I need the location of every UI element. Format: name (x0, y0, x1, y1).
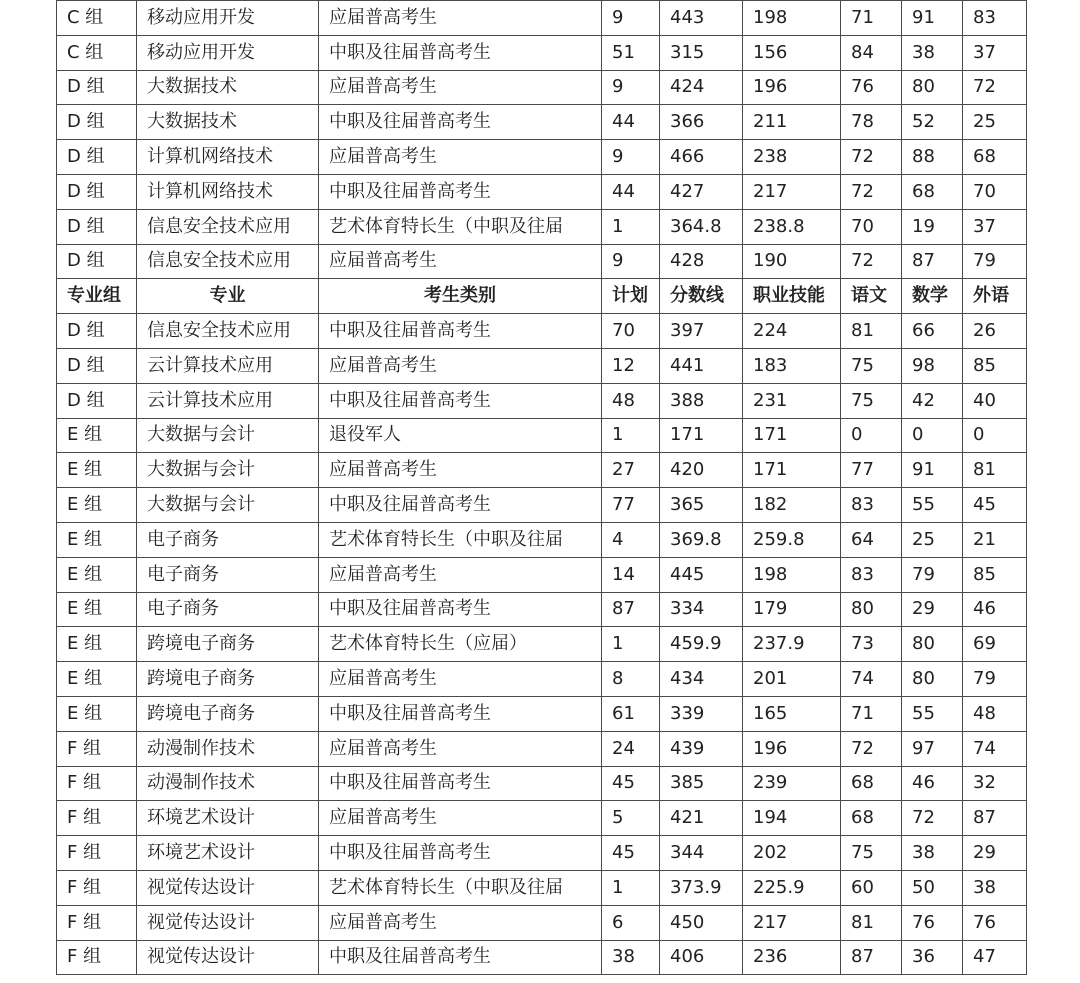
table-row (57, 105, 1027, 140)
cell-plan: 87 (602, 592, 660, 627)
cell-foreign: 37 (963, 209, 1027, 244)
score-table-sheet (56, 0, 1026, 975)
cell-group: D 组 (57, 383, 137, 418)
table-row (57, 662, 1027, 697)
cell-major: 视觉传达设计 (137, 940, 319, 975)
cell-plan: 5 (602, 801, 660, 836)
cell-foreign: 25 (963, 105, 1027, 140)
cell-math: 42 (902, 383, 963, 418)
cell-plan: 1 (602, 418, 660, 453)
table-row (57, 174, 1027, 209)
cell-math: 55 (902, 696, 963, 731)
cell-group: F 组 (57, 905, 137, 940)
table-row (57, 905, 1027, 940)
cell-category: 中职及往届普高考生 (319, 696, 602, 731)
cell-foreign: 81 (963, 453, 1027, 488)
cell-category: 中职及往届普高考生 (319, 488, 602, 523)
cell-category: 应届普高考生 (319, 801, 602, 836)
cell-math: 52 (902, 105, 963, 140)
cell-foreign: 0 (963, 418, 1027, 453)
cell-cutoff: 365 (660, 488, 743, 523)
cell-major: 计算机网络技术 (137, 140, 319, 175)
cell-category: 应届普高考生 (319, 348, 602, 383)
cell-math: 55 (902, 488, 963, 523)
cell-group: C 组 (57, 35, 137, 70)
cell-chinese: 68 (841, 801, 902, 836)
cell-vocational: 183 (743, 348, 841, 383)
cell-foreign: 68 (963, 140, 1027, 175)
cell-category: 应届普高考生 (319, 70, 602, 105)
cell-vocational: 224 (743, 314, 841, 349)
cell-group: D 组 (57, 174, 137, 209)
cell-group: E 组 (57, 662, 137, 697)
cell-category: 应届普高考生 (319, 453, 602, 488)
header-category: 考生类别 (319, 279, 602, 314)
cell-math: 38 (902, 836, 963, 871)
cell-plan: 44 (602, 174, 660, 209)
header-major: 专业 (137, 279, 319, 314)
table-row (57, 348, 1027, 383)
cell-math: 72 (902, 801, 963, 836)
cell-chinese: 84 (841, 35, 902, 70)
table-row (57, 696, 1027, 731)
cell-plan: 24 (602, 731, 660, 766)
cell-cutoff: 445 (660, 557, 743, 592)
cell-group: E 组 (57, 488, 137, 523)
cell-foreign: 29 (963, 836, 1027, 871)
cell-foreign: 85 (963, 557, 1027, 592)
cell-math: 91 (902, 1, 963, 36)
cell-group: E 组 (57, 557, 137, 592)
cell-category: 艺术体育特长生（中职及往届 (319, 870, 602, 905)
cell-vocational: 198 (743, 1, 841, 36)
cell-chinese: 74 (841, 662, 902, 697)
cell-chinese: 70 (841, 209, 902, 244)
cell-category: 应届普高考生 (319, 244, 602, 279)
cell-vocational: 182 (743, 488, 841, 523)
table-row (57, 801, 1027, 836)
cell-group: D 组 (57, 244, 137, 279)
cell-foreign: 72 (963, 70, 1027, 105)
cell-plan: 9 (602, 70, 660, 105)
cell-group: F 组 (57, 766, 137, 801)
cell-plan: 8 (602, 662, 660, 697)
cell-cutoff: 428 (660, 244, 743, 279)
header-vocational: 职业技能 (743, 279, 841, 314)
cell-vocational: 156 (743, 35, 841, 70)
cell-math: 29 (902, 592, 963, 627)
cell-plan: 61 (602, 696, 660, 731)
cell-group: D 组 (57, 314, 137, 349)
cell-major: 跨境电子商务 (137, 662, 319, 697)
cell-vocational: 179 (743, 592, 841, 627)
cell-cutoff: 344 (660, 836, 743, 871)
cell-cutoff: 339 (660, 696, 743, 731)
cell-major: 云计算技术应用 (137, 348, 319, 383)
cell-math: 25 (902, 522, 963, 557)
cell-category: 应届普高考生 (319, 1, 602, 36)
cell-cutoff: 388 (660, 383, 743, 418)
cell-plan: 6 (602, 905, 660, 940)
cell-vocational: 238.8 (743, 209, 841, 244)
cell-math: 66 (902, 314, 963, 349)
cell-plan: 44 (602, 105, 660, 140)
table-row (57, 244, 1027, 279)
cell-category: 退役军人 (319, 418, 602, 453)
cell-plan: 48 (602, 383, 660, 418)
cell-chinese: 83 (841, 488, 902, 523)
cell-foreign: 40 (963, 383, 1027, 418)
cell-vocational: 259.8 (743, 522, 841, 557)
cell-major: 视觉传达设计 (137, 905, 319, 940)
header-group: 专业组 (57, 279, 137, 314)
cell-math: 38 (902, 35, 963, 70)
cell-chinese: 78 (841, 105, 902, 140)
cell-foreign: 26 (963, 314, 1027, 349)
cell-math: 97 (902, 731, 963, 766)
cell-plan: 1 (602, 870, 660, 905)
cell-group: D 组 (57, 209, 137, 244)
cell-chinese: 75 (841, 383, 902, 418)
table-row (57, 314, 1027, 349)
cell-math: 88 (902, 140, 963, 175)
table-row (57, 1, 1027, 36)
cell-chinese: 87 (841, 940, 902, 975)
cell-major: 信息安全技术应用 (137, 314, 319, 349)
table-row (57, 731, 1027, 766)
cell-math: 68 (902, 174, 963, 209)
cell-group: C 组 (57, 1, 137, 36)
cell-vocational: 202 (743, 836, 841, 871)
table-row (57, 836, 1027, 871)
cell-plan: 12 (602, 348, 660, 383)
cell-major: 信息安全技术应用 (137, 244, 319, 279)
table-row (57, 35, 1027, 70)
table-row (57, 70, 1027, 105)
cell-cutoff: 424 (660, 70, 743, 105)
cell-major: 动漫制作技术 (137, 731, 319, 766)
cell-vocational: 196 (743, 731, 841, 766)
cell-plan: 77 (602, 488, 660, 523)
cell-category: 应届普高考生 (319, 731, 602, 766)
cell-chinese: 77 (841, 453, 902, 488)
cell-math: 80 (902, 627, 963, 662)
table-body (57, 1, 1027, 975)
cell-group: E 组 (57, 522, 137, 557)
cell-chinese: 64 (841, 522, 902, 557)
cell-foreign: 70 (963, 174, 1027, 209)
cell-plan: 27 (602, 453, 660, 488)
cell-cutoff: 364.8 (660, 209, 743, 244)
cell-group: D 组 (57, 105, 137, 140)
cell-plan: 14 (602, 557, 660, 592)
cell-category: 中职及往届普高考生 (319, 940, 602, 975)
cell-category: 应届普高考生 (319, 557, 602, 592)
cell-cutoff: 450 (660, 905, 743, 940)
cell-foreign: 38 (963, 870, 1027, 905)
table-row (57, 870, 1027, 905)
cell-plan: 4 (602, 522, 660, 557)
cell-foreign: 87 (963, 801, 1027, 836)
table-row (57, 522, 1027, 557)
cell-category: 艺术体育特长生（应届） (319, 627, 602, 662)
table-row (57, 140, 1027, 175)
cell-major: 视觉传达设计 (137, 870, 319, 905)
cell-cutoff: 315 (660, 35, 743, 70)
cell-major: 移动应用开发 (137, 1, 319, 36)
cell-foreign: 21 (963, 522, 1027, 557)
cell-category: 中职及往届普高考生 (319, 836, 602, 871)
cell-math: 98 (902, 348, 963, 383)
cell-plan: 38 (602, 940, 660, 975)
cell-group: F 组 (57, 940, 137, 975)
cell-foreign: 76 (963, 905, 1027, 940)
cell-group: D 组 (57, 70, 137, 105)
cell-group: E 组 (57, 627, 137, 662)
table-row (57, 627, 1027, 662)
table-header-row (57, 279, 1027, 314)
cell-math: 36 (902, 940, 963, 975)
header-cutoff: 分数线 (660, 279, 743, 314)
table-row (57, 383, 1027, 418)
cell-vocational: 237.9 (743, 627, 841, 662)
cell-category: 中职及往届普高考生 (319, 766, 602, 801)
cell-major: 电子商务 (137, 522, 319, 557)
cell-foreign: 48 (963, 696, 1027, 731)
cell-vocational: 171 (743, 418, 841, 453)
cell-vocational: 239 (743, 766, 841, 801)
cell-category: 中职及往届普高考生 (319, 35, 602, 70)
cell-chinese: 72 (841, 244, 902, 279)
cell-cutoff: 406 (660, 940, 743, 975)
cell-plan: 45 (602, 836, 660, 871)
cell-cutoff: 459.9 (660, 627, 743, 662)
cell-cutoff: 421 (660, 801, 743, 836)
cell-chinese: 72 (841, 174, 902, 209)
cell-group: F 组 (57, 870, 137, 905)
cell-foreign: 47 (963, 940, 1027, 975)
cell-major: 环境艺术设计 (137, 801, 319, 836)
cell-major: 计算机网络技术 (137, 174, 319, 209)
cell-cutoff: 420 (660, 453, 743, 488)
table-row (57, 557, 1027, 592)
cell-cutoff: 427 (660, 174, 743, 209)
cell-major: 大数据技术 (137, 70, 319, 105)
cell-plan: 1 (602, 209, 660, 244)
header-chinese: 语文 (841, 279, 902, 314)
cell-foreign: 32 (963, 766, 1027, 801)
cell-cutoff: 385 (660, 766, 743, 801)
table-row (57, 488, 1027, 523)
cell-foreign: 79 (963, 662, 1027, 697)
cell-math: 80 (902, 70, 963, 105)
cell-foreign: 74 (963, 731, 1027, 766)
cell-vocational: 190 (743, 244, 841, 279)
cell-math: 50 (902, 870, 963, 905)
cell-category: 中职及往届普高考生 (319, 105, 602, 140)
cell-plan: 1 (602, 627, 660, 662)
cell-chinese: 60 (841, 870, 902, 905)
cell-vocational: 238 (743, 140, 841, 175)
cell-major: 动漫制作技术 (137, 766, 319, 801)
cell-vocational: 194 (743, 801, 841, 836)
cell-category: 应届普高考生 (319, 140, 602, 175)
cell-major: 移动应用开发 (137, 35, 319, 70)
cell-vocational: 201 (743, 662, 841, 697)
cell-math: 80 (902, 662, 963, 697)
cell-chinese: 75 (841, 348, 902, 383)
cell-major: 大数据与会计 (137, 453, 319, 488)
cell-chinese: 0 (841, 418, 902, 453)
cell-major: 大数据与会计 (137, 418, 319, 453)
cell-chinese: 81 (841, 905, 902, 940)
cell-category: 中职及往届普高考生 (319, 592, 602, 627)
cell-major: 跨境电子商务 (137, 696, 319, 731)
cell-chinese: 75 (841, 836, 902, 871)
cell-category: 应届普高考生 (319, 662, 602, 697)
cell-group: D 组 (57, 140, 137, 175)
cell-category: 艺术体育特长生（中职及往届 (319, 209, 602, 244)
table-row (57, 418, 1027, 453)
cell-plan: 9 (602, 140, 660, 175)
cell-cutoff: 443 (660, 1, 743, 36)
table-row (57, 453, 1027, 488)
cell-plan: 51 (602, 35, 660, 70)
cell-major: 云计算技术应用 (137, 383, 319, 418)
cell-cutoff: 439 (660, 731, 743, 766)
cell-foreign: 79 (963, 244, 1027, 279)
cell-category: 艺术体育特长生（中职及往届 (319, 522, 602, 557)
cell-chinese: 72 (841, 140, 902, 175)
cell-cutoff: 366 (660, 105, 743, 140)
cell-cutoff: 369.8 (660, 522, 743, 557)
cell-vocational: 196 (743, 70, 841, 105)
cell-cutoff: 334 (660, 592, 743, 627)
cell-math: 46 (902, 766, 963, 801)
cell-chinese: 72 (841, 731, 902, 766)
cell-foreign: 83 (963, 1, 1027, 36)
cell-group: E 组 (57, 696, 137, 731)
cell-chinese: 80 (841, 592, 902, 627)
table-row (57, 766, 1027, 801)
admission-score-table (56, 0, 1027, 975)
cell-chinese: 73 (841, 627, 902, 662)
cell-group: F 组 (57, 836, 137, 871)
cell-major: 电子商务 (137, 592, 319, 627)
header-foreign: 外语 (963, 279, 1027, 314)
cell-chinese: 68 (841, 766, 902, 801)
cell-vocational: 217 (743, 174, 841, 209)
cell-cutoff: 434 (660, 662, 743, 697)
cell-category: 应届普高考生 (319, 905, 602, 940)
table-row (57, 209, 1027, 244)
cell-group: E 组 (57, 592, 137, 627)
cell-foreign: 45 (963, 488, 1027, 523)
cell-vocational: 211 (743, 105, 841, 140)
cell-vocational: 236 (743, 940, 841, 975)
table-row (57, 592, 1027, 627)
cell-cutoff: 397 (660, 314, 743, 349)
cell-plan: 9 (602, 244, 660, 279)
cell-foreign: 85 (963, 348, 1027, 383)
table-row (57, 940, 1027, 975)
cell-vocational: 217 (743, 905, 841, 940)
cell-vocational: 198 (743, 557, 841, 592)
cell-chinese: 76 (841, 70, 902, 105)
cell-vocational: 225.9 (743, 870, 841, 905)
cell-group: F 组 (57, 801, 137, 836)
header-plan: 计划 (602, 279, 660, 314)
cell-plan: 45 (602, 766, 660, 801)
cell-plan: 9 (602, 1, 660, 36)
cell-foreign: 46 (963, 592, 1027, 627)
cell-cutoff: 373.9 (660, 870, 743, 905)
cell-chinese: 81 (841, 314, 902, 349)
cell-cutoff: 441 (660, 348, 743, 383)
cell-major: 跨境电子商务 (137, 627, 319, 662)
cell-major: 电子商务 (137, 557, 319, 592)
cell-math: 76 (902, 905, 963, 940)
cell-category: 中职及往届普高考生 (319, 174, 602, 209)
cell-vocational: 171 (743, 453, 841, 488)
cell-category: 中职及往届普高考生 (319, 383, 602, 418)
cell-math: 19 (902, 209, 963, 244)
cell-plan: 70 (602, 314, 660, 349)
cell-group: D 组 (57, 348, 137, 383)
cell-group: E 组 (57, 453, 137, 488)
cell-chinese: 71 (841, 1, 902, 36)
cell-math: 0 (902, 418, 963, 453)
cell-vocational: 165 (743, 696, 841, 731)
cell-major: 信息安全技术应用 (137, 209, 319, 244)
cell-foreign: 37 (963, 35, 1027, 70)
cell-cutoff: 171 (660, 418, 743, 453)
cell-group: F 组 (57, 731, 137, 766)
cell-major: 大数据与会计 (137, 488, 319, 523)
cell-chinese: 71 (841, 696, 902, 731)
cell-foreign: 69 (963, 627, 1027, 662)
cell-group: E 组 (57, 418, 137, 453)
cell-math: 91 (902, 453, 963, 488)
cell-vocational: 231 (743, 383, 841, 418)
cell-major: 环境艺术设计 (137, 836, 319, 871)
cell-math: 87 (902, 244, 963, 279)
cell-category: 中职及往届普高考生 (319, 314, 602, 349)
cell-major: 大数据技术 (137, 105, 319, 140)
cell-chinese: 83 (841, 557, 902, 592)
cell-math: 79 (902, 557, 963, 592)
header-math: 数学 (902, 279, 963, 314)
cell-cutoff: 466 (660, 140, 743, 175)
